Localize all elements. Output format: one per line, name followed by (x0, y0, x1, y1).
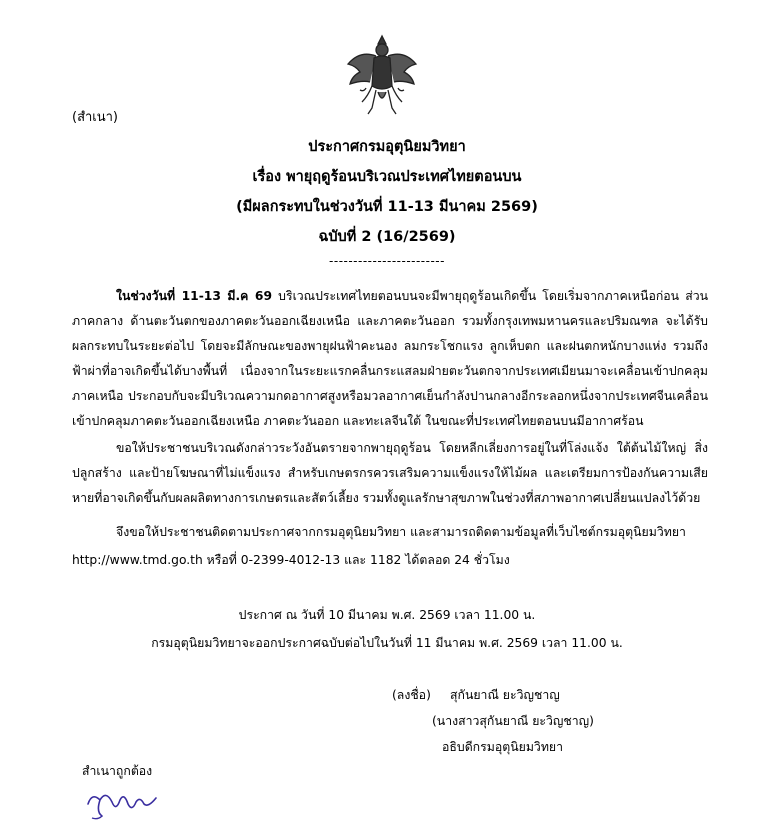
announcement-date: ประกาศ ณ วันที่ 10 มีนาคม พ.ศ. 2569 เวลา 11.00 น. (238, 608, 536, 622)
signer-position: อธิบดีกรมอุตุนิยมวิทยา (442, 740, 564, 754)
paragraph-1-text: บริเวณประเทศไทยตอนบนจะมีพายุฤดูร้อนเกิดขึ้น โดยเริ่มจากภาคเหนือก่อน ส่วนภาคกลาง ด้านตะวันตกของภาคตะวันออกเฉียงเหนือ และภาคตะวันออก รวมทั้งกรุงเทพมหานครและปริมณฑล จะได้รับผลกระทบในระยะต่อไป โดยจะมีลักษณะของพายุฝนฟ้าคะนอง ลมกระโชกแรง ลูกเห็บตก และฝนตกหนักบางแห่ง รวมถึงฟ้าผ่าที่อาจเกิดขึ้นได้บางพื้นที่ เนื่องจากในระยะแรกคลื่นกระแสลมฝ่ายตะวันตกจากประเทศเมียนมาจะเคลื่อนเข้าปกคลุมภาคเหนือ ประกอบกับจะมีบริเวณความกดอากาศสูงหรือมวลอากาศเย็นกำลังปานกลางอีกระลอกหนึ่งจากประเทศจีนเคลื่อนเข้าปกคลุมภาคตะวันออกเฉียงเหนือ ภาคตะวันออก และทะเลจีนใต้ ในขณะที่ประเทศไทยตอนบนมีอากาศร้อน (72, 289, 709, 428)
garuda-emblem-icon (342, 30, 422, 120)
handwritten-signature (82, 782, 162, 822)
announcement-effect-period: (มีผลกระทบในช่วงวันที่ 11-13 มีนาคม 2569) (236, 199, 538, 215)
announcement-issue-number: ฉบับที่ 2 (16/2569) (318, 229, 456, 245)
signer-name: สุกันยาณี ยะวิญชาญ (450, 688, 560, 702)
copy-mark: (สำเนา) (72, 110, 119, 125)
paragraph-1 (72, 284, 708, 434)
header-divider: ------------------------ (329, 254, 445, 268)
certified-copy-label: สำเนาถูกต้อง (82, 764, 153, 778)
paragraph-1-lead: ในช่วงวันที่ 11-13 มี.ค 69 (116, 289, 273, 303)
paragraph-2: ขอให้ประชาชนบริเวณดังกล่าวระวังอันตรายจากพายุฤดูร้อน โดยหลีกเลี่ยงการอยู่ในที่โล่งแจ้ง ใต้ต้นไม้ใหญ่ สิ่งปลูกสร้าง และป้ายโฆษณาที่ไม่แข็งแรง สำหรับเกษตรกรควรเสริมความแข็งแรงให้ไม้ผล และเตรียมการป้องกันความเสียหายที่อาจเกิดขึ้นกับผลผลิตทางการเกษตรและสัตว์เลี้ยง รวมทั้งดูแลรักษาสุขภาพในช่วงที่สภาพอากาศเปลี่ยนแปลงไว้ด้วย (72, 441, 708, 505)
signer-full-name: (นางสาวสุกันยาณี ยะวิญชาญ) (432, 714, 594, 728)
paragraph-3-line-1: จึงขอให้ประชาชนติดตามประกาศจากกรมอุตุนิยมวิทยา และสามารถติดตามข้อมูลที่เว็บไซต์กรมอุตุนิยมวิทยา (116, 525, 686, 539)
paragraph-3-line-2: http://www.tmd.go.th หรือที่ 0-2399-4012-13 และ 1182 ได้ตลอด 24 ชั่วโมง (72, 553, 510, 567)
next-announcement: กรมอุตุนิยมวิทยาจะออกประกาศฉบับต่อไปในวันที่ 11 มีนาคม พ.ศ. 2569 เวลา 11.00 น. (151, 636, 623, 650)
announcement-subject: เรื่อง พายุฤดูร้อนบริเวณประเทศไทยตอนบน (252, 169, 522, 185)
announcement-title: ประกาศกรมอุตุนิยมวิทยา (308, 139, 466, 155)
signed-label: (ลงชื่อ) (392, 688, 431, 702)
